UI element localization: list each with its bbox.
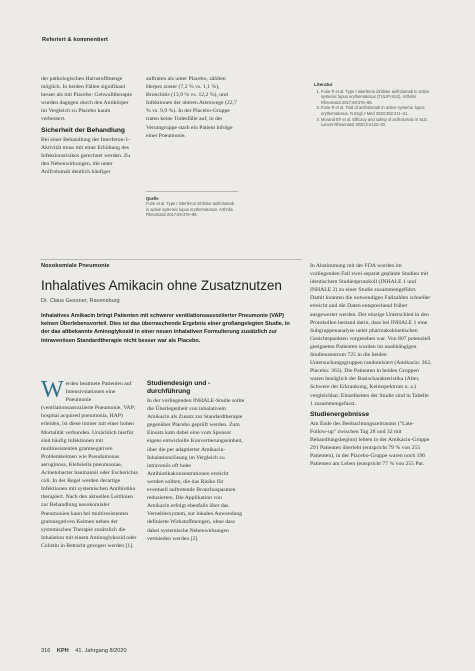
body-paragraph-1: erden beatmete Patienten auf Intensivstationen eine Pneumonie (ventilationsassoziierte Pneumonie, VAP; hospital acquired pneumonia, HAP) erleiden, ist diese immer mit einer hohen Mortalität verbunden. Ursächlich hierfür sind häufig Infektionen mit multiresistenten gramnegativen Problemkeimen wie Pseudomonas aeruginosa, Klebsiella pneumoniae, Acinetobacter baumannii oder Escherichia coli. In der Regel werden derartige Infektionen mit systemischen Antibiotika therapiert. Nach den aktuellen Leitlinien zur Behandlung nosokomialer Pneumonien kann bei multiresistenten gramnegativen Keimen neben der systemischen Therapie zusätzlich die Inhalation mit einem Aminoglykosid oder Colistin in Betracht gezogen werden [1]. [41, 381, 138, 549]
source-label: Quelle [146, 196, 159, 201]
subheading-safety: Sicherheit der Behandlung [41, 126, 125, 134]
article-column-2 [147, 380, 245, 543]
source-text: Furie et al. Type I interferon inhibitor anifrolumab in active systemic lupus erythematosus. Arthritis Rheumatol 2017;69:376–86. [146, 201, 234, 218]
header-background [0, 0, 475, 60]
divider [146, 191, 238, 192]
article-divider [40, 259, 302, 260]
page-number: 316 [41, 648, 51, 654]
drop-cap: W [41, 377, 64, 403]
section-header: Referiert & kommentiert [42, 37, 109, 43]
body-paragraph-3: In Abstimmung mit der FDA wurden im vorliegenden Fall zwei separat geplante Studien mit identischem Studienprotokoll (INHALE 1 und INHALE 2) zu einer Studie zusammengeführt. Damit konnten die notwendigen Fallzahlen schneller erreicht und die Daten entsprechend früher ausgewertet werden. Der einzige Unterschied in den Protokollen bestand darin, dass bei INHALE 1 eine Subgruppenanalyse unter pharmakokinetischen Gesichtspunkten vorgesehen war. Von 807 potenziell geeigneten Patienten wurden im unabhängigen Studienzentrum 725 in die beiden Untersuchungsgruppen randomisiert (Amikacin: 362, Placebo: 363). Die Patienten in beiden Gruppen waren bezüglich der Basischarakteristika (Alter, Schwere der Erkrankung, Keimspektrum u. a.) vergleichbar. Einzelheiten der Studie sind in Tabelle 1 zusammengefasst. [310, 263, 432, 407]
intro-paragraph: der pathologischen Harnstoffmenge möglich. In beiden Fällen signifikant besser als mit Placebo: Gehwalltherapie wurden dagegen durch den Antikörper im Vergleich zu Placebo kaum verbessert. [41, 76, 132, 123]
literature-box [314, 82, 434, 128]
article-column-3 [310, 262, 432, 468]
body-paragraph-2: In der vorliegenden INHALE-Studie sollte die Überlegenheit von inhalativem Amikacin als Zusatz zur Standardtherapie gegenüber Placebo geprüft werden. Zum Einsatz kam dabei eine vom Sponsor eigens entwickelte Konvertierungseinheit, über die per adaptierter Amikacin-Inhalationslösung im Vergleich zu intravenös oft hohe Antibiotikakonzentrationen erreicht werden sollten, die das Risiko für eventuell auftretende Bronchospasmen reduzierten. Die Applikation von Amikacin erfolgt ebenfalls über das Verneblersystem, zur lokalen Anwendung definierte Wirkstoffmengen, ohne dass dabei systemische Nebenwirkungen vermieden werden [2]. [147, 398, 245, 542]
literature-title: Literatur [314, 82, 333, 87]
source-box [146, 196, 238, 218]
adverse-events-paragraph: auftraten als unter Placebo, zählten Herpes zoster (7,2 % vs. 1,1 %), Bronchitis (13,9 % vs. 12,2 %), und Infektionen der oberen Atemwege (22,7 % vs. 9,9 %). In der Placebo-Gruppe traten keine Todesfälle auf, in der Verumgruppe starb ein Patient infolge einer Pneumonie. [146, 76, 237, 139]
literature-item: 1. Furie R et al. Type I interferon inhibitor anifrolumab in active systemic lupus erythematosus (TULIP-SLE). Arthritis Rheumatol 2017;69:376–86. [321, 89, 434, 106]
article-section: Nosokomiale Pneumonie [41, 263, 110, 269]
top-column-2 [146, 75, 238, 140]
article-author: Dr. Claus Gessner, Ravensburg [41, 298, 120, 304]
top-column-1 [41, 75, 133, 176]
page-footer [41, 648, 127, 654]
article-title: Inhalatives Amikacin ohne Zusatznutzen [41, 278, 282, 293]
subheading-design: Studiendesign und -durchführung [147, 380, 211, 395]
literature-list [314, 89, 434, 128]
body-paragraph-4: Am Ende des Beobachtungszeitraums ("Late-Follow-up" zwischen Tag 28 und 32 mit Behandlungsbeginn) lebten in der Amikacin-Gruppe 291 Patienten überlebt (entspricht 79 % von 255 Patienten), in der Placebo-Gruppe waren noch 196 Patienten am Leben (entspricht 77 % von 255 Pat. [310, 420, 430, 468]
literature-item: 2. Furie R et al. Trial of anifrolumab in active systemic lupus erythematosus. N Engl J Med 2020;382:211–21. [321, 105, 434, 116]
journal-name: KPH [56, 648, 69, 654]
safety-paragraph: Bei einer Behandlung der Interferon-1-Aktivität muss mit einer Erhöhung des Infektionsrisikos gerechnet werden. Zu den Nebenwirkungen, die unter Anifrolumab deutlich häufiger [41, 136, 131, 175]
journal-issue: 41. Jahrgang 8/2020 [75, 648, 127, 654]
article-lead: Inhalatives Amikacin bringt Patienten mit schwerer ventilationsassoziierter Pneumonie (VAP) keinen Überlebensvorteil. Dies ist das überraschende Ergebnis einer großangelegten Studie, in der das altbekannte Aminoglykosid in einer neuen inhalativen Formulierung zusätzlich zur intravenösen Standardtherapie nicht besser war als Placebo. [41, 313, 290, 344]
subheading-results: Studienergebnisse [310, 410, 369, 418]
article-column-1 [41, 377, 139, 550]
literature-item: 3. Morand EF et al. Efficacy and safety of anifrolumab in SLE. Lancet Rheumatol 2020;2:e122–30. [321, 117, 434, 128]
